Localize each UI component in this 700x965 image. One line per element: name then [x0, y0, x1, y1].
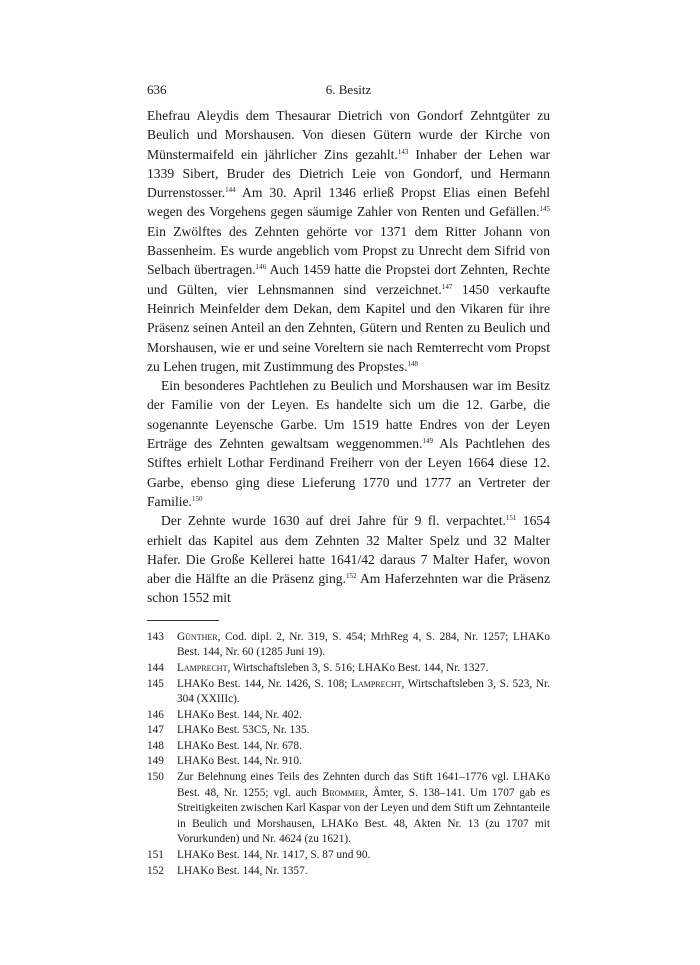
- footnote-number: 151: [147, 849, 164, 862]
- footnote-text: [177, 630, 550, 661]
- footnote-number: 143: [147, 630, 164, 643]
- text-run: LHAKo Best. 144, Nr. 678.: [177, 739, 302, 752]
- footnote-text: [177, 770, 550, 848]
- footnote-marker[interactable]: 148: [407, 359, 419, 368]
- footnote-number: 146: [147, 708, 164, 721]
- footnote-number: 145: [147, 677, 164, 690]
- book-page: [147, 82, 550, 879]
- footnote-text: [177, 739, 550, 755]
- main-text: [147, 106, 550, 608]
- footnote: [147, 630, 550, 661]
- footnote-number: 152: [147, 864, 164, 877]
- text-run: LHAKo Best. 144, Nr. 1426, S. 108;: [177, 677, 352, 690]
- text-run: Ehefrau Aleydis dem Thesaurar Dietrich von Gondorf Zehntgüter zu Beulich und Morshausen. Von diesen Gütern wurde der Kirche von Münstermaifeld ein jährlicher Zins gezahlt.: [147, 108, 550, 162]
- footnote-marker[interactable]: 147: [441, 282, 453, 291]
- text-run: , Cod. dipl. 2, Nr. 319, S. 454; MrhReg 4, S. 284, Nr. 1257; LHAKo Best. 144, Nr. 60 (1285 Juni 19).: [177, 630, 550, 659]
- page-header: [147, 82, 550, 104]
- footnote-number: 147: [147, 724, 164, 737]
- paragraph: [147, 376, 550, 511]
- footnote-number: 148: [147, 739, 164, 752]
- paragraph: [147, 511, 550, 607]
- text-run: Auch 1459 hatte die Propstei dort Zehnten, Rechte und Gülten, vier Lehnsmannen sind verzeichnet.: [147, 262, 550, 297]
- text-run: LHAKo Best. 144, Nr. 1357.: [177, 864, 308, 877]
- footnote-marker[interactable]: 151: [505, 514, 517, 523]
- footnote-text: [177, 708, 550, 724]
- footnote-marker[interactable]: 145: [539, 205, 550, 214]
- footnote-marker[interactable]: 144: [225, 186, 236, 195]
- text-run: LHAKo Best. 144, Nr. 402.: [177, 708, 302, 721]
- footnote-number: 144: [147, 661, 164, 674]
- text-run: , Wirtschaftsleben 3, S. 516; LHAKo Best. 144, Nr. 1327.: [227, 661, 489, 674]
- text-run: Ein besonderes Pachtlehen zu Beulich und Morshausen war im Besitz der Familie von der Leyen. Es handelte sich um die 12. Garbe, die sogenannte Leyensche Garbe. Um 1519 hatte Endres von der Leyen Erträge des Zehnten gewaltsam weggenommen.: [147, 378, 550, 452]
- author-name: Brommer: [321, 786, 365, 799]
- text-run: Inhaber der Lehen war 1339 Sibert, Bruder des Dietrich Leie von Gondorf, und Hermann Durrenstosser.: [147, 146, 550, 201]
- footnote-number: 149: [147, 755, 164, 768]
- footnote-marker[interactable]: 146: [255, 263, 267, 272]
- text-run: LHAKo Best. 144, Nr. 1417, S. 87 und 90.: [177, 849, 371, 862]
- page-number: 636: [147, 82, 167, 97]
- footnote: [147, 770, 550, 848]
- footnote-text: [177, 723, 550, 739]
- footnote: [147, 723, 550, 739]
- author-name: Lamprecht: [177, 661, 228, 674]
- footnote-marker[interactable]: 150: [191, 494, 203, 503]
- text-run: Am Haferzehnten war die Präsenz schon 1552 mit: [147, 571, 550, 606]
- footnote-marker[interactable]: 149: [422, 437, 433, 446]
- footnote-number: 150: [147, 771, 164, 784]
- text-run: LHAKo Best. 144, Nr. 910.: [177, 755, 302, 768]
- footnote-separator: [147, 620, 219, 621]
- text-run: , Wirtschaftsleben 3, S. 523, Nr. 304 (XXIIIc).: [177, 677, 551, 706]
- footnotes: [147, 630, 550, 880]
- footnote: [147, 739, 550, 755]
- text-run: 1654 erhielt das Kapitel aus dem Zehnten 32 Malter Spelz und 32 Malter Hafer. Die Große Kellerei hatte 1641/42 daraus 7 Malter Hafer, wovon aber die Hälfte an die Präsenz ging.: [147, 513, 550, 587]
- footnote: [147, 677, 550, 708]
- author-name: Günther: [177, 630, 218, 643]
- text-run: 1450 verkaufte Heinrich Meinfelder dem Dekan, dem Kapitel und den Vikaren für ihre Präsenz seinen Anteil an den Zehnten, Gütern und Renten zu Beulich und Morshausen, wie er und seine Voreltern sie nach Remterrecht vom Propst zu Lehen trugen, mit Zustimmung des Propstes.: [147, 281, 550, 374]
- footnote: [147, 864, 550, 880]
- footnote: [147, 661, 550, 677]
- footnote: [147, 708, 550, 724]
- footnote-text: [177, 848, 550, 864]
- text-run: Ein Zwölftes des Zehnten gehörte vor 1371 dem Ritter Johann von Bassenheim. Es wurde angeblich vom Propst zu Unrecht dem Sifrid von Selbach übertragen.: [147, 223, 550, 278]
- text-run: Als Pachtlehen des Stiftes erhielt Lothar Ferdinand Freiherr von der Leyen 1664 diese 12. Garbe, ebenso ging diese Lieferung 1770 und 1777 an Vertreter der Familie.: [147, 436, 550, 509]
- footnote-marker[interactable]: 152: [345, 572, 357, 581]
- running-head: 6. Besitz: [325, 82, 372, 97]
- text-run: Zur Belehnung eines Teils des Zehnten durch das Stift 1641–1776 vgl. LHAKo Best. 48, Nr. 1255; vgl. auch: [177, 771, 550, 799]
- text-run: Der Zehnte wurde 1630 auf drei Jahre für 9 fl. verpachtet.: [161, 513, 506, 529]
- paragraph: [147, 106, 550, 376]
- author-name: Lamprecht: [351, 677, 402, 690]
- footnote: [147, 754, 550, 770]
- footnote-text: [177, 677, 550, 708]
- text-run: LHAKo Best. 53C5, Nr. 135.: [177, 724, 310, 737]
- footnote-text: [177, 754, 550, 770]
- text-run: Am 30. April 1346 erließ Propst Elias einen Befehl wegen des Vorgehens gegen säumige Zahler von Renten und Gefällen.: [147, 185, 550, 220]
- text-run: , Ämter, S. 138–141. Um 1707 gab es Streitigkeiten zwischen Karl Kaspar von der Leyen und dem Stift um Zehntanteile in Beulich und Morshausen, LHAKo Best. 48, Akten Nr. 13 (zu 1707 mit Vorurkunden) und Nr. 4624 (zu 1621).: [177, 786, 550, 846]
- footnote-marker[interactable]: 143: [397, 147, 409, 156]
- footnote-text: [177, 864, 550, 880]
- footnote-text: [177, 661, 550, 677]
- footnote: [147, 848, 550, 864]
